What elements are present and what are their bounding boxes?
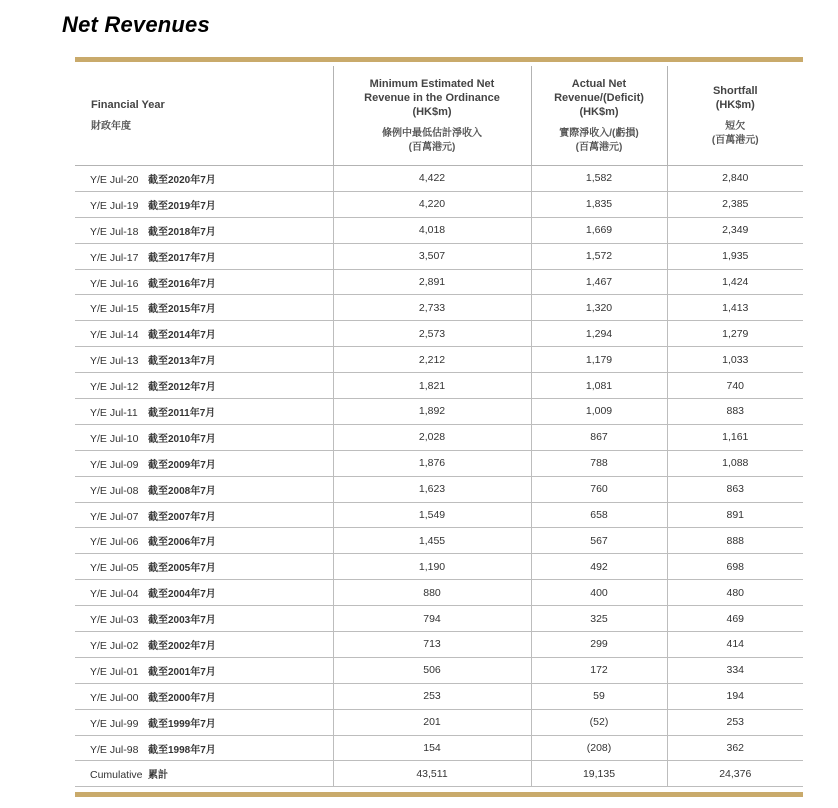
year-code: Y/E Jul-17	[90, 251, 139, 264]
year-cell	[75, 554, 333, 580]
year-cell	[75, 166, 333, 192]
actual-net-cell: 325	[531, 606, 667, 632]
table-row	[75, 450, 803, 476]
year-code: Y/E Jul-16	[90, 277, 139, 290]
actual-net-cell: 492	[531, 554, 667, 580]
year-cell	[75, 269, 333, 295]
year-zh: 截至2009年7月	[148, 459, 216, 471]
year-cell	[75, 657, 333, 683]
actual-net-cell: 59	[531, 683, 667, 709]
year-zh: 截至1998年7月	[148, 744, 216, 756]
year-code: Y/E Jul-13	[90, 355, 139, 368]
shortfall-cell: 362	[667, 735, 803, 761]
min-estimated-cell: 43,511	[333, 761, 531, 787]
year-zh: 截至2019年7月	[148, 200, 216, 212]
table-row	[75, 191, 803, 217]
year-zh: 截至2020年7月	[148, 174, 216, 186]
shortfall-cell: 2,385	[667, 191, 803, 217]
year-cell	[75, 606, 333, 632]
year-code: Y/E Jul-08	[90, 484, 139, 497]
actual-net-cell: 788	[531, 450, 667, 476]
table-row	[75, 709, 803, 735]
year-code: Y/E Jul-19	[90, 199, 139, 212]
year-code: Y/E Jul-15	[90, 303, 139, 316]
shortfall-cell: 334	[667, 657, 803, 683]
min-estimated-cell: 2,028	[333, 424, 531, 450]
shortfall-cell: 1,935	[667, 243, 803, 269]
min-estimated-cell: 2,212	[333, 347, 531, 373]
cumulative-row	[75, 761, 803, 787]
year-zh: 截至2004年7月	[148, 589, 216, 601]
year-cell	[75, 347, 333, 373]
actual-net-cell: 19,135	[531, 761, 667, 787]
year-zh: 截至1999年7月	[148, 718, 216, 730]
year-code: Y/E Jul-09	[90, 458, 139, 471]
table-row	[75, 606, 803, 632]
min-estimated-cell: 1,190	[333, 554, 531, 580]
shortfall-cell: 2,349	[667, 217, 803, 243]
year-code: Y/E Jul-07	[90, 510, 139, 523]
min-estimated-cell: 154	[333, 735, 531, 761]
actual-net-cell: (208)	[531, 735, 667, 761]
min-estimated-cell: 1,455	[333, 528, 531, 554]
shortfall-cell: 1,279	[667, 321, 803, 347]
shortfall-cell: 1,088	[667, 450, 803, 476]
year-code: Y/E Jul-05	[90, 562, 139, 575]
header-shortfall: Shortfall (HK$m) 短欠 (百萬港元)	[667, 66, 803, 166]
year-zh: 截至2006年7月	[148, 537, 216, 549]
table-row	[75, 295, 803, 321]
table-row	[75, 476, 803, 502]
table-row	[75, 347, 803, 373]
year-zh: 截至2010年7月	[148, 433, 216, 445]
actual-net-cell: (52)	[531, 709, 667, 735]
actual-net-cell: 658	[531, 502, 667, 528]
year-cell	[75, 502, 333, 528]
actual-net-cell: 867	[531, 424, 667, 450]
table-row	[75, 632, 803, 658]
year-cell	[75, 217, 333, 243]
shortfall-cell: 24,376	[667, 761, 803, 787]
shortfall-cell: 1,413	[667, 295, 803, 321]
actual-net-cell: 760	[531, 476, 667, 502]
header-financial-year: Financial Year 財政年度	[75, 66, 333, 166]
shortfall-cell: 891	[667, 502, 803, 528]
shortfall-cell: 469	[667, 606, 803, 632]
year-cell	[75, 528, 333, 554]
actual-net-cell: 1,294	[531, 321, 667, 347]
shortfall-cell: 1,161	[667, 424, 803, 450]
year-cell	[75, 761, 333, 787]
bottom-gold-rule	[75, 792, 803, 797]
year-cell	[75, 683, 333, 709]
year-zh: 截至2013年7月	[148, 356, 216, 368]
min-estimated-cell: 506	[333, 657, 531, 683]
year-cell	[75, 476, 333, 502]
year-code: Y/E Jul-11	[90, 406, 138, 419]
year-zh: 截至2005年7月	[148, 563, 216, 575]
year-code: Y/E Jul-03	[90, 614, 139, 627]
actual-net-cell: 299	[531, 632, 667, 658]
min-estimated-cell: 2,573	[333, 321, 531, 347]
year-zh: 截至2008年7月	[148, 485, 216, 497]
shortfall-cell: 863	[667, 476, 803, 502]
table-row	[75, 166, 803, 192]
year-cell	[75, 243, 333, 269]
year-code: Y/E Jul-12	[90, 381, 139, 394]
min-estimated-cell: 1,892	[333, 399, 531, 425]
min-estimated-cell: 1,623	[333, 476, 531, 502]
shortfall-cell: 740	[667, 373, 803, 399]
header-min-estimated: Minimum Estimated Net Revenue in the Ordinance (HK$m) 條例中最低估計淨收入 (百萬港元)	[333, 66, 531, 166]
min-estimated-cell: 201	[333, 709, 531, 735]
shortfall-cell: 414	[667, 632, 803, 658]
actual-net-cell: 1,009	[531, 399, 667, 425]
year-zh: 截至2007年7月	[148, 511, 216, 523]
year-zh: 截至2018年7月	[148, 226, 216, 238]
table-row	[75, 373, 803, 399]
table-row	[75, 502, 803, 528]
net-revenues-table	[75, 66, 803, 787]
actual-net-cell: 1,582	[531, 166, 667, 192]
table-row	[75, 528, 803, 554]
shortfall-cell: 698	[667, 554, 803, 580]
year-cell	[75, 321, 333, 347]
year-zh: 截至2001年7月	[148, 666, 216, 678]
table-row	[75, 657, 803, 683]
min-estimated-cell: 2,891	[333, 269, 531, 295]
year-zh: 截至2011年7月	[148, 407, 216, 419]
year-cell	[75, 709, 333, 735]
table-row	[75, 321, 803, 347]
year-zh: 截至2012年7月	[148, 382, 216, 394]
year-code: Y/E Jul-00	[90, 691, 139, 704]
min-estimated-cell: 1,549	[333, 502, 531, 528]
year-zh: 截至2000年7月	[148, 692, 216, 704]
year-code: Cumulative	[90, 769, 143, 782]
year-code: Y/E Jul-14	[90, 329, 139, 342]
year-cell	[75, 735, 333, 761]
actual-net-cell: 1,572	[531, 243, 667, 269]
top-gold-rule	[75, 57, 803, 62]
shortfall-cell: 888	[667, 528, 803, 554]
shortfall-cell: 194	[667, 683, 803, 709]
table-row	[75, 399, 803, 425]
year-code: Y/E Jul-10	[90, 432, 139, 445]
year-code: Y/E Jul-06	[90, 536, 139, 549]
min-estimated-cell: 713	[333, 632, 531, 658]
actual-net-cell: 567	[531, 528, 667, 554]
year-cell	[75, 191, 333, 217]
table-row	[75, 580, 803, 606]
shortfall-cell: 1,424	[667, 269, 803, 295]
year-zh: 截至2003年7月	[148, 615, 216, 627]
year-zh: 截至2017年7月	[148, 252, 216, 264]
min-estimated-cell: 880	[333, 580, 531, 606]
year-code: Y/E Jul-99	[90, 717, 139, 730]
actual-net-cell: 172	[531, 657, 667, 683]
table-row	[75, 735, 803, 761]
year-cell	[75, 373, 333, 399]
shortfall-cell: 1,033	[667, 347, 803, 373]
actual-net-cell: 1,669	[531, 217, 667, 243]
year-cell	[75, 295, 333, 321]
page-title: Net Revenues	[62, 12, 210, 37]
min-estimated-cell: 4,422	[333, 166, 531, 192]
min-estimated-cell: 1,821	[333, 373, 531, 399]
min-estimated-cell: 794	[333, 606, 531, 632]
year-cell	[75, 424, 333, 450]
shortfall-cell: 253	[667, 709, 803, 735]
actual-net-cell: 400	[531, 580, 667, 606]
year-code: Y/E Jul-02	[90, 639, 139, 652]
min-estimated-cell: 4,018	[333, 217, 531, 243]
year-cell	[75, 399, 333, 425]
min-estimated-cell: 2,733	[333, 295, 531, 321]
min-estimated-cell: 3,507	[333, 243, 531, 269]
table-row	[75, 554, 803, 580]
min-estimated-cell: 253	[333, 683, 531, 709]
actual-net-cell: 1,179	[531, 347, 667, 373]
min-estimated-cell: 4,220	[333, 191, 531, 217]
year-zh: 累計	[148, 770, 168, 782]
year-zh: 截至2016年7月	[148, 278, 216, 290]
shortfall-cell: 2,840	[667, 166, 803, 192]
actual-net-cell: 1,081	[531, 373, 667, 399]
year-code: Y/E Jul-18	[90, 225, 139, 238]
table-row	[75, 217, 803, 243]
shortfall-cell: 883	[667, 399, 803, 425]
table-header-row	[75, 66, 803, 166]
year-code: Y/E Jul-98	[90, 743, 139, 756]
actual-net-cell: 1,467	[531, 269, 667, 295]
year-code: Y/E Jul-20	[90, 173, 139, 186]
table-row	[75, 243, 803, 269]
year-cell	[75, 450, 333, 476]
table-row	[75, 424, 803, 450]
actual-net-cell: 1,320	[531, 295, 667, 321]
header-actual-net: Actual Net Revenue/(Deficit) (HK$m) 實際淨收入/(虧損) (百萬港元)	[531, 66, 667, 166]
min-estimated-cell: 1,876	[333, 450, 531, 476]
year-zh: 截至2002年7月	[148, 640, 216, 652]
year-cell	[75, 632, 333, 658]
shortfall-cell: 480	[667, 580, 803, 606]
year-zh: 截至2015年7月	[148, 304, 216, 316]
year-code: Y/E Jul-04	[90, 588, 139, 601]
table-row	[75, 269, 803, 295]
actual-net-cell: 1,835	[531, 191, 667, 217]
year-code: Y/E Jul-01	[90, 665, 139, 678]
year-zh: 截至2014年7月	[148, 330, 216, 342]
year-cell	[75, 580, 333, 606]
table-row	[75, 683, 803, 709]
